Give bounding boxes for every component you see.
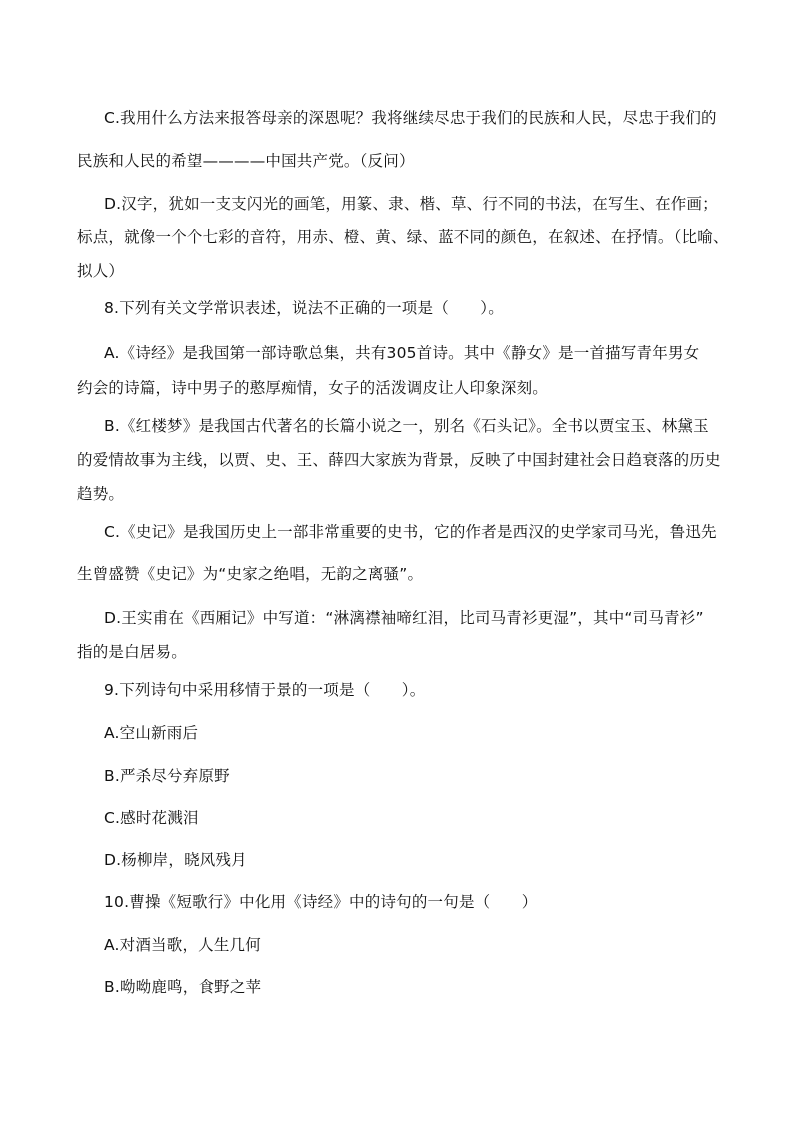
q9-option-c: C.感时花溅泪 xyxy=(104,809,199,827)
q8-option-d-line-2: 指的是白居易。 xyxy=(77,643,187,661)
q8-option-a-line-2: 约会的诗篇，诗中男子的憨厚痴情，女子的活泼调皮让人印象深刻。 xyxy=(77,379,549,397)
q8-option-d-line-1: D.王实甫在《西厢记》中写道：“淋漓襟袖啼红泪，比司马青衫更湿”，其中“司马青衫” xyxy=(104,609,704,627)
q8-option-b-line-1: B.《红楼梦》是我国古代著名的长篇小说之一，别名《石头记》。全书以贾宝玉、林黛玉 xyxy=(104,417,709,435)
q8-option-a-line-1: A.《诗经》是我国第一部诗歌总集，共有305首诗。其中《静女》是一首描写青年男女 xyxy=(104,344,700,362)
question-9: 9.下列诗句中采用移情于景的一项是（ ）。 xyxy=(104,681,426,699)
q8-option-b-line-3: 趋势。 xyxy=(77,485,125,503)
q10-option-a: A.对酒当歌，人生几何 xyxy=(104,936,261,954)
q9-option-d: D.杨柳岸，晓风残月 xyxy=(104,851,247,869)
option-d-line-2: 标点，就像一个个七彩的音符，用赤、橙、黄、绿、蓝不同的颜色，在叙述、在抒情。（比喻、 xyxy=(77,228,729,246)
q9-option-a: A.空山新雨后 xyxy=(104,724,199,742)
q8-option-c-line-1: C.《史记》是我国历史上一部非常重要的史书，它的作者是西汉的史学家司马光，鲁迅先 xyxy=(104,523,717,541)
option-d-line-1: D.汉字，犹如一支支闪光的画笔，用篆、隶、楷、草、行不同的书法，在写生、在作画； xyxy=(104,195,718,213)
option-d-line-3: 拟人） xyxy=(77,262,125,280)
q10-option-b: B.呦呦鹿鸣，食野之苹 xyxy=(104,978,262,996)
q8-option-b-line-2: 的爱情故事为主线，以贾、史、王、薛四大家族为背景，反映了中国封建社会日趋衰落的历史 xyxy=(77,451,721,469)
option-c-line-1: C.我用什么方法来报答母亲的深恩呢？我将继续尽忠于我们的民族和人民，尽忠于我们的 xyxy=(104,109,717,127)
q9-option-b: B.严杀尽兮弃原野 xyxy=(104,767,230,785)
question-8: 8.下列有关文学常识表述，说法不正确的一项是（ ）。 xyxy=(104,299,504,317)
question-10: 10.曹操《短歌行》中化用《诗经》中的诗句的一句是（ ） xyxy=(104,893,538,911)
q8-option-c-line-2: 生曾盛赞《史记》为“史家之绝唱，无韵之离骚”。 xyxy=(77,565,424,583)
option-c-line-2: 民族和人民的希望————中国共产党。（反问） xyxy=(77,152,415,170)
